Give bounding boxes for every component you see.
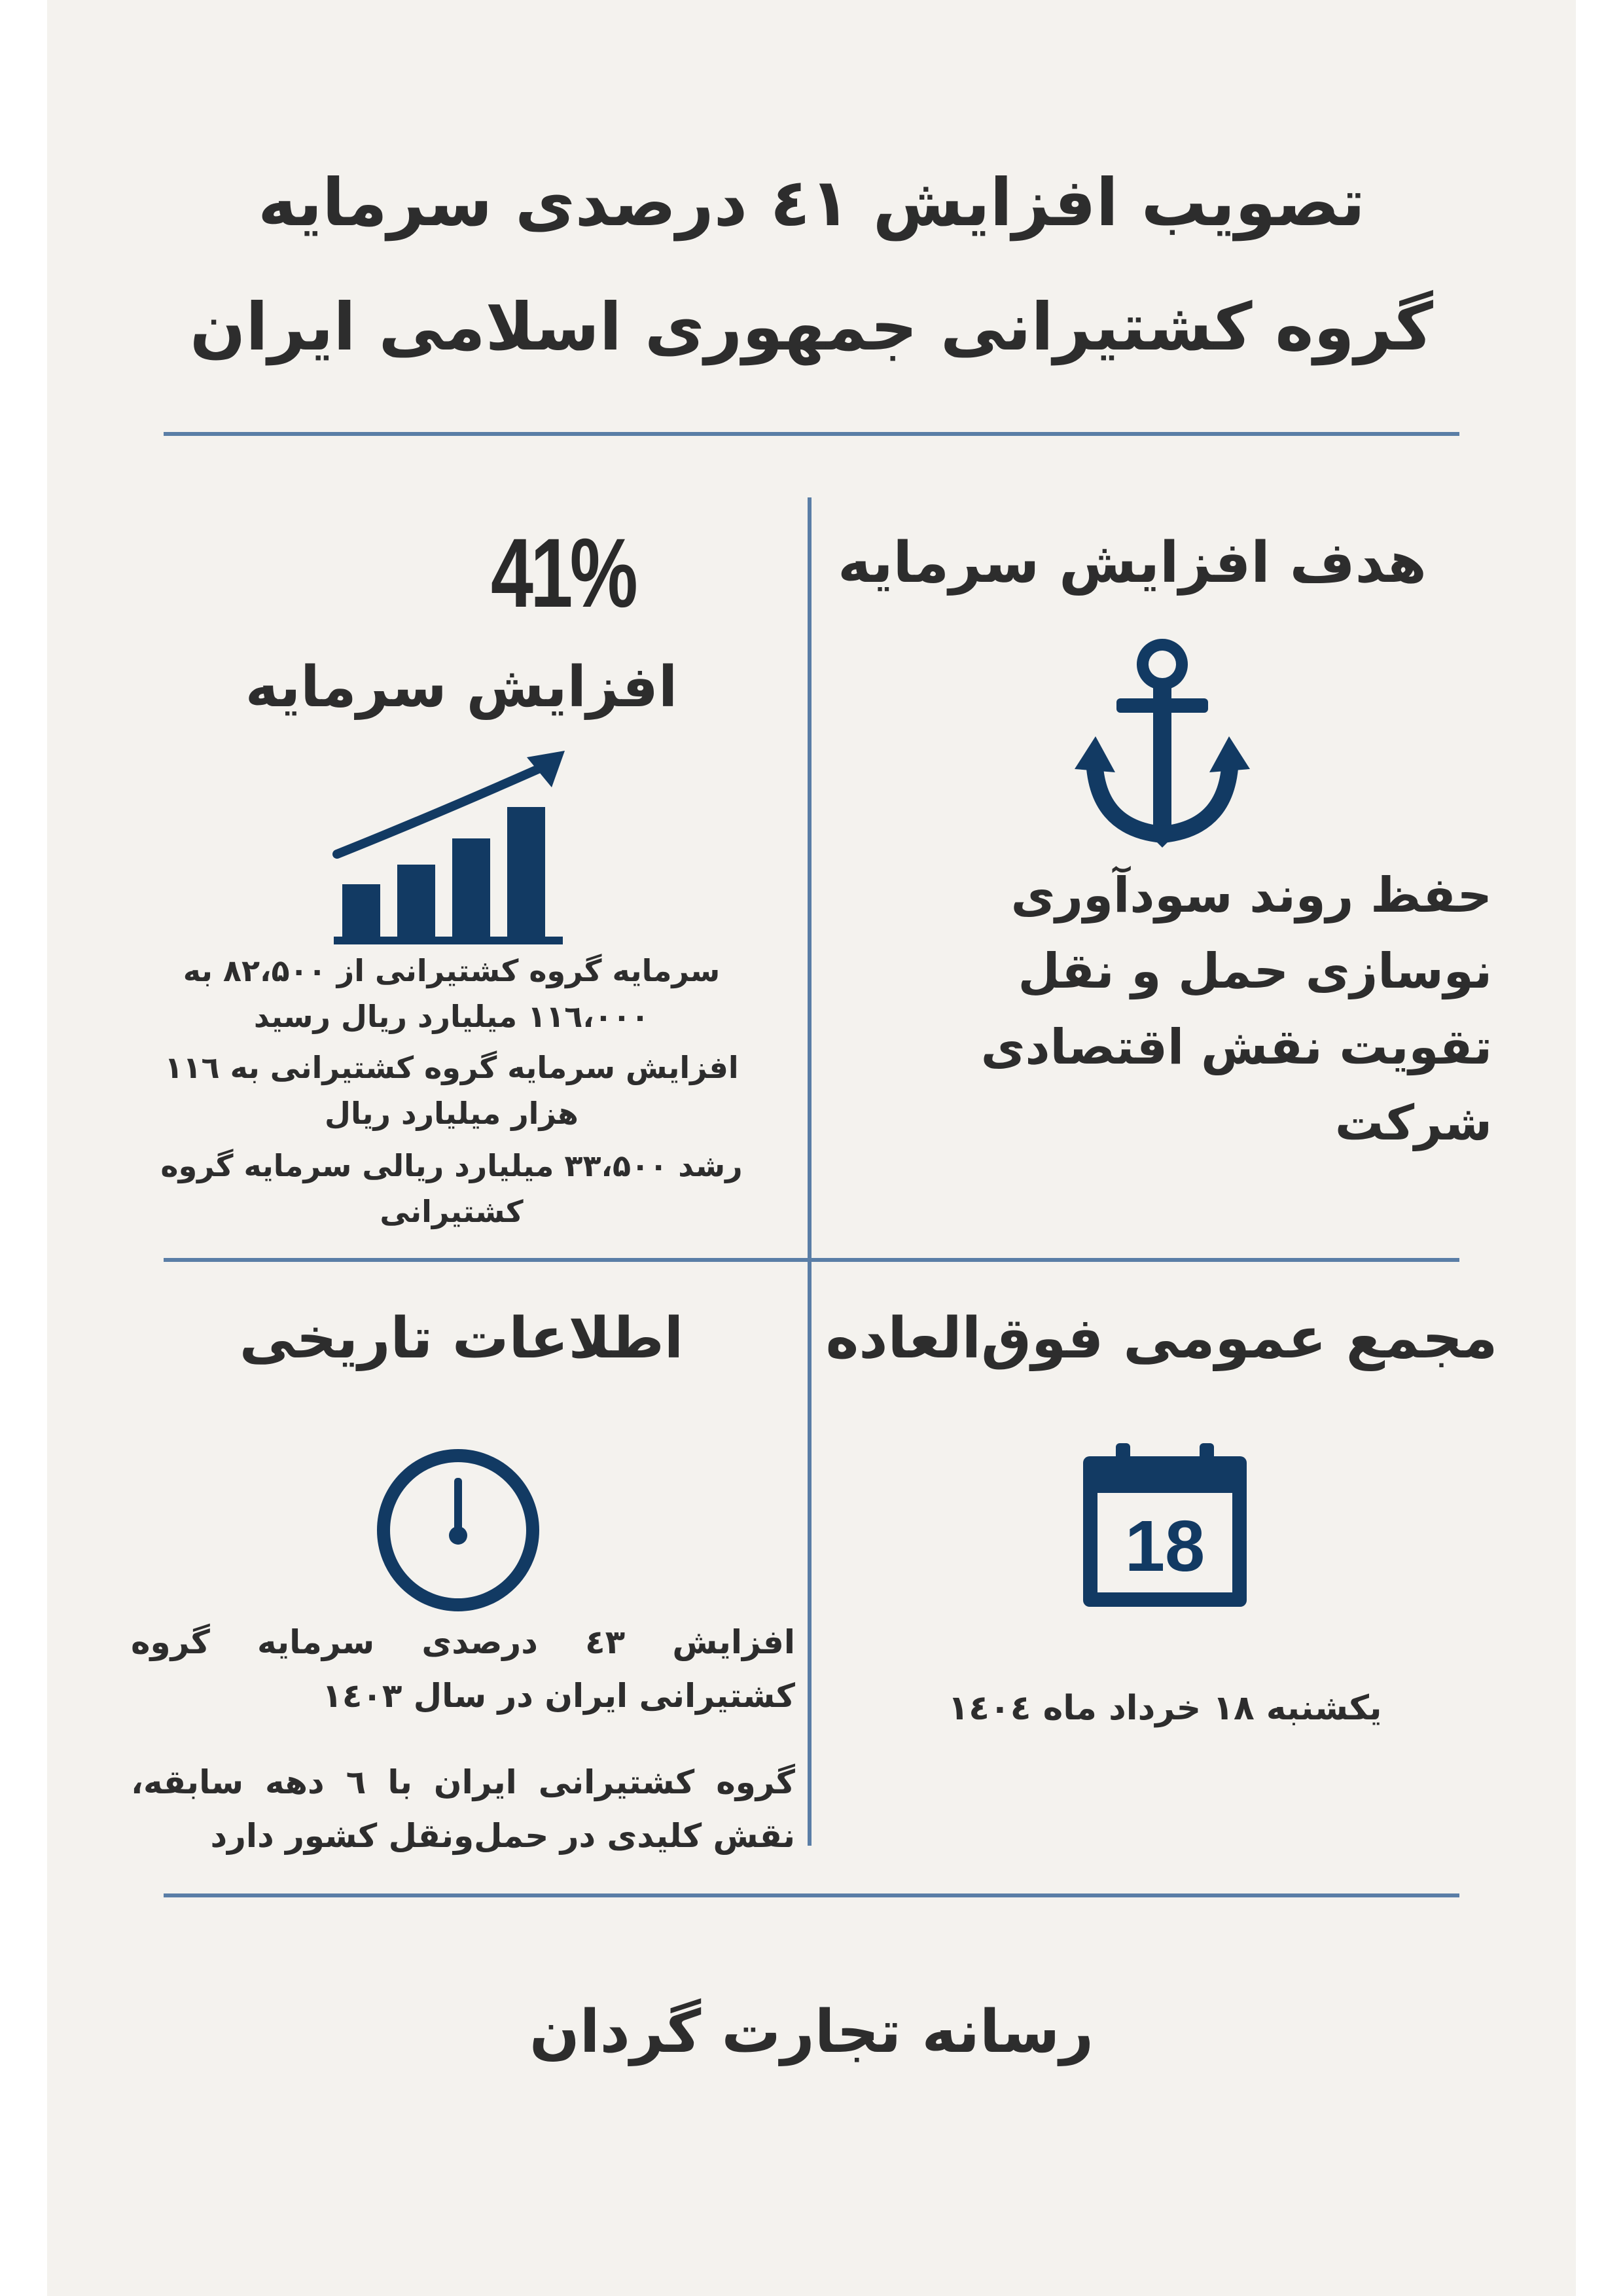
center-divider [808, 497, 812, 1846]
history-heading: اطلاعات تاریخی [239, 1306, 684, 1371]
clock-icon [374, 1446, 542, 1614]
bottom-divider [164, 1893, 1459, 1897]
goal-list [851, 857, 1492, 1161]
capital-percent: 41% [490, 518, 635, 628]
history-text [131, 1615, 795, 1863]
goal-heading: هدف افزایش سرمایه [838, 530, 1427, 596]
bar-chart-growth-icon [330, 743, 579, 946]
capital-note: سرمایه گروه کشتیرانی از ۸۲،۵۰۰ به ۱۱٦،۰۰۰ میلیارد ریال رسید [183, 953, 721, 1034]
page-title [131, 141, 1492, 389]
goal-item: تقویت نقش اقتصادی شرکت [980, 1019, 1492, 1151]
footer-source: رسانه تجارت گردان [529, 1998, 1094, 2066]
capital-notes [111, 948, 792, 1234]
calendar-day: 18 [1124, 1506, 1205, 1587]
middle-divider [164, 1258, 1459, 1262]
meeting-date: یکشنبه ۱۸ خرداد ماه ۱٤۰٤ [948, 1689, 1382, 1728]
title-line-2: گروه کشتیرانی جمهوری اسلامی ایران [190, 289, 1433, 365]
anchor-icon [1075, 638, 1250, 848]
top-divider [164, 432, 1459, 436]
title-line-1: تصویب افزایش ٤١ درصدی سرمایه [258, 164, 1365, 241]
meeting-heading: مجمع عمومی فوق‌العاده [825, 1306, 1498, 1371]
capital-heading: افزایش سرمایه [245, 655, 678, 720]
calendar-icon [1083, 1443, 1247, 1607]
goal-item: نوسازی حمل و نقل [1018, 943, 1492, 999]
capital-note: رشد ۳۳،۵۰۰ میلیارد ریالی سرمایه گروه کشتیرانی [160, 1148, 743, 1229]
goal-item: حفظ روند سودآوری [1010, 867, 1492, 924]
history-paragraph: گروه کشتیرانی ایران با ٦ دهه سابقه، نقش کلیدی در حمل‌ونقل کشور دارد [131, 1763, 795, 1855]
capital-note: افزایش سرمایه گروه کشتیرانی به ۱۱٦ هزار میلیارد ریال [164, 1050, 739, 1131]
history-paragraph: افزایش ٤٣ درصدی سرمایه گروه کشتیرانی ایران در سال ۱٤۰۳ [131, 1623, 795, 1715]
